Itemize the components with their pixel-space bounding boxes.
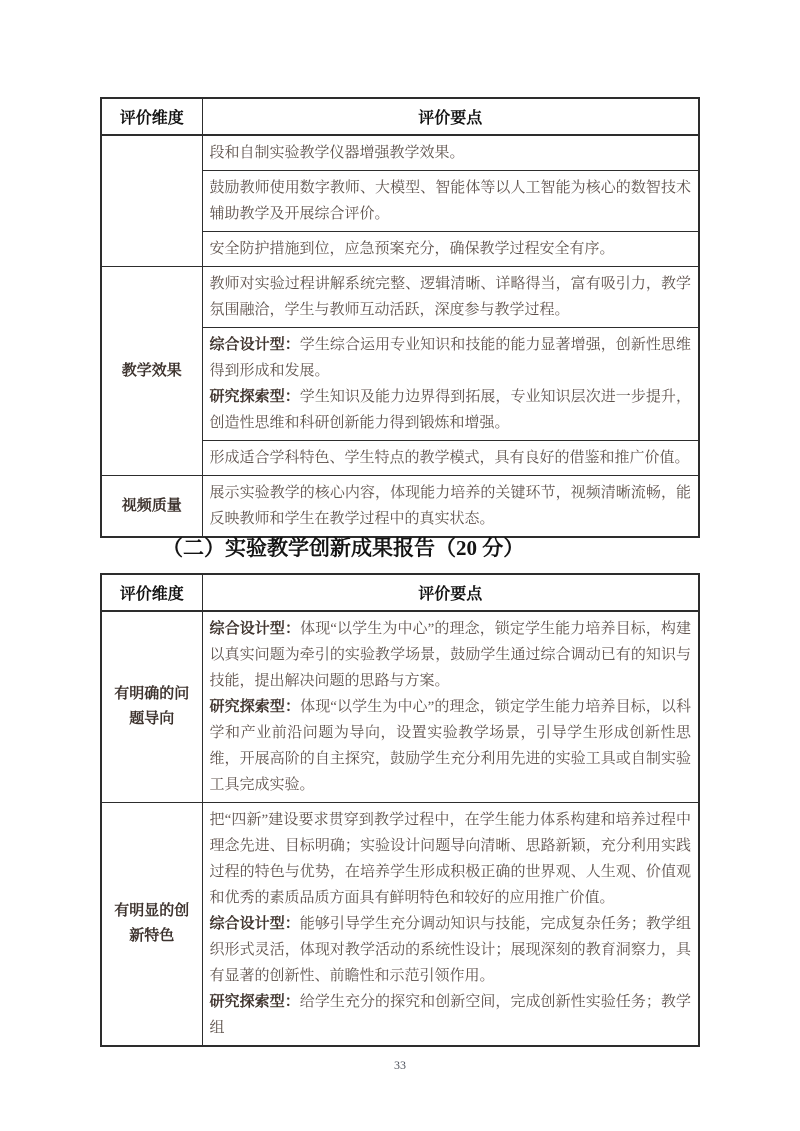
- column-header-points: 评价要点: [202, 574, 699, 611]
- column-header-points: 评价要点: [202, 98, 699, 135]
- criteria-cell: [202, 232, 699, 267]
- criteria-cell: [202, 441, 699, 476]
- criteria-paragraph: 段和自制实验教学仪器增强教学效果。: [209, 145, 465, 161]
- table-header-row: [101, 98, 699, 135]
- type-label: 研究探索型：: [209, 389, 300, 405]
- section-heading: （二）实验教学创新成果报告（20 分）: [162, 536, 525, 560]
- criteria-cell: [202, 171, 699, 232]
- criteria-paragraph: 研究探索型：体现“以学生为中心”的理念，锁定学生能力培养目标，以科学和产业前沿问题为导向，设置实验教学场景，引导学生形成创新性思维，开展高阶的自主探究，鼓励学生充分利用先进的实验工具或自制实验工具完成实验。: [209, 699, 691, 793]
- criteria-paragraph: 研究探索型：给学生充分的探究和创新空间，完成创新性实验任务；教学组: [209, 994, 691, 1036]
- dimension-cell-problem-orientation: 有明确的问题导向: [101, 611, 202, 803]
- dimension-cell-innovation-features: 有明显的创新特色: [101, 803, 202, 1047]
- criteria-paragraph: 展示实验教学的核心内容，体现能力培养的关键环节，视频清晰流畅，能反映教师和学生在教学过程中的真实状态。: [209, 485, 691, 527]
- criteria-paragraph: 综合设计型：能够引导学生充分调动知识与技能，完成复杂任务；教学组织形式灵活，体现对教学活动的系统性设计；展现深刻的教育洞察力，具有显著的创新性、前瞻性和示范引领作用。: [209, 916, 691, 984]
- table-row: [101, 611, 699, 803]
- dimension-cell-video-quality: 视频质量: [101, 476, 202, 538]
- table-row: [101, 135, 699, 171]
- criteria-paragraph: 研究探索型：学生知识及能力边界得到拓展，专业知识层次进一步提升，创造性思维和科研创新能力得到锻炼和增强。: [209, 389, 691, 431]
- column-header-dimension: 评价维度: [101, 574, 202, 611]
- criteria-cell: [202, 135, 699, 171]
- table-row: [101, 803, 699, 1047]
- table-row: [101, 476, 699, 538]
- type-label: 研究探索型：: [209, 699, 301, 715]
- dimension-cell-teaching-effect: 教学效果: [101, 267, 202, 476]
- criteria-paragraph: 形成适合学科特色、学生特点的教学模式，具有良好的借鉴和推广价值。: [209, 450, 690, 466]
- criteria-cell: [202, 267, 699, 328]
- criteria-cell: [202, 328, 699, 441]
- evaluation-table-continuation: [100, 97, 700, 538]
- dimension-cell-empty: [101, 135, 202, 267]
- criteria-paragraph: 把“四新”建设要求贯穿到教学过程中，在学生能力体系构建和培养过程中理念先进、目标明确；实验设计问题导向清晰、思路新颖，充分利用实践过程的特色与优势，在培养学生形成积极正确的世界观、人生观、价值观和优秀的素质品质方面具有鲜明特色和较好的应用推广价值。: [209, 812, 691, 906]
- type-label: 研究探索型：: [209, 994, 300, 1010]
- criteria-paragraph: 综合设计型：体现“以学生为中心”的理念，锁定学生能力培养目标，构建以真实问题为牵引的实验教学场景，鼓励学生通过综合调动已有的知识与技能，提出解决问题的思路与方案。: [209, 621, 691, 689]
- criteria-cell: [202, 476, 699, 538]
- page-number: 33: [394, 1058, 406, 1072]
- evaluation-table-report: [100, 573, 700, 1047]
- criteria-paragraph: 综合设计型：学生综合运用专业知识和技能的能力显著增强，创新性思维得到形成和发展。: [209, 337, 691, 379]
- type-label: 综合设计型：: [209, 916, 300, 932]
- criteria-paragraph: 教师对实验过程讲解系统完整、逻辑清晰、详略得当，富有吸引力，教学氛围融洽，学生与教师互动活跃，深度参与教学过程。: [209, 276, 691, 318]
- criteria-paragraph: 鼓励教师使用数字教师、大模型、智能体等以人工智能为核心的数智技术辅助教学及开展综合评价。: [209, 180, 691, 222]
- criteria-cell: [202, 803, 699, 1047]
- table-header-row: [101, 574, 699, 611]
- type-label: 综合设计型：: [209, 621, 301, 637]
- column-header-dimension: 评价维度: [101, 98, 202, 135]
- criteria-cell: [202, 611, 699, 803]
- type-label: 综合设计型：: [209, 337, 300, 353]
- criteria-paragraph: 安全防护措施到位，应急预案充分，确保教学过程安全有序。: [209, 241, 615, 257]
- table-row: [101, 267, 699, 328]
